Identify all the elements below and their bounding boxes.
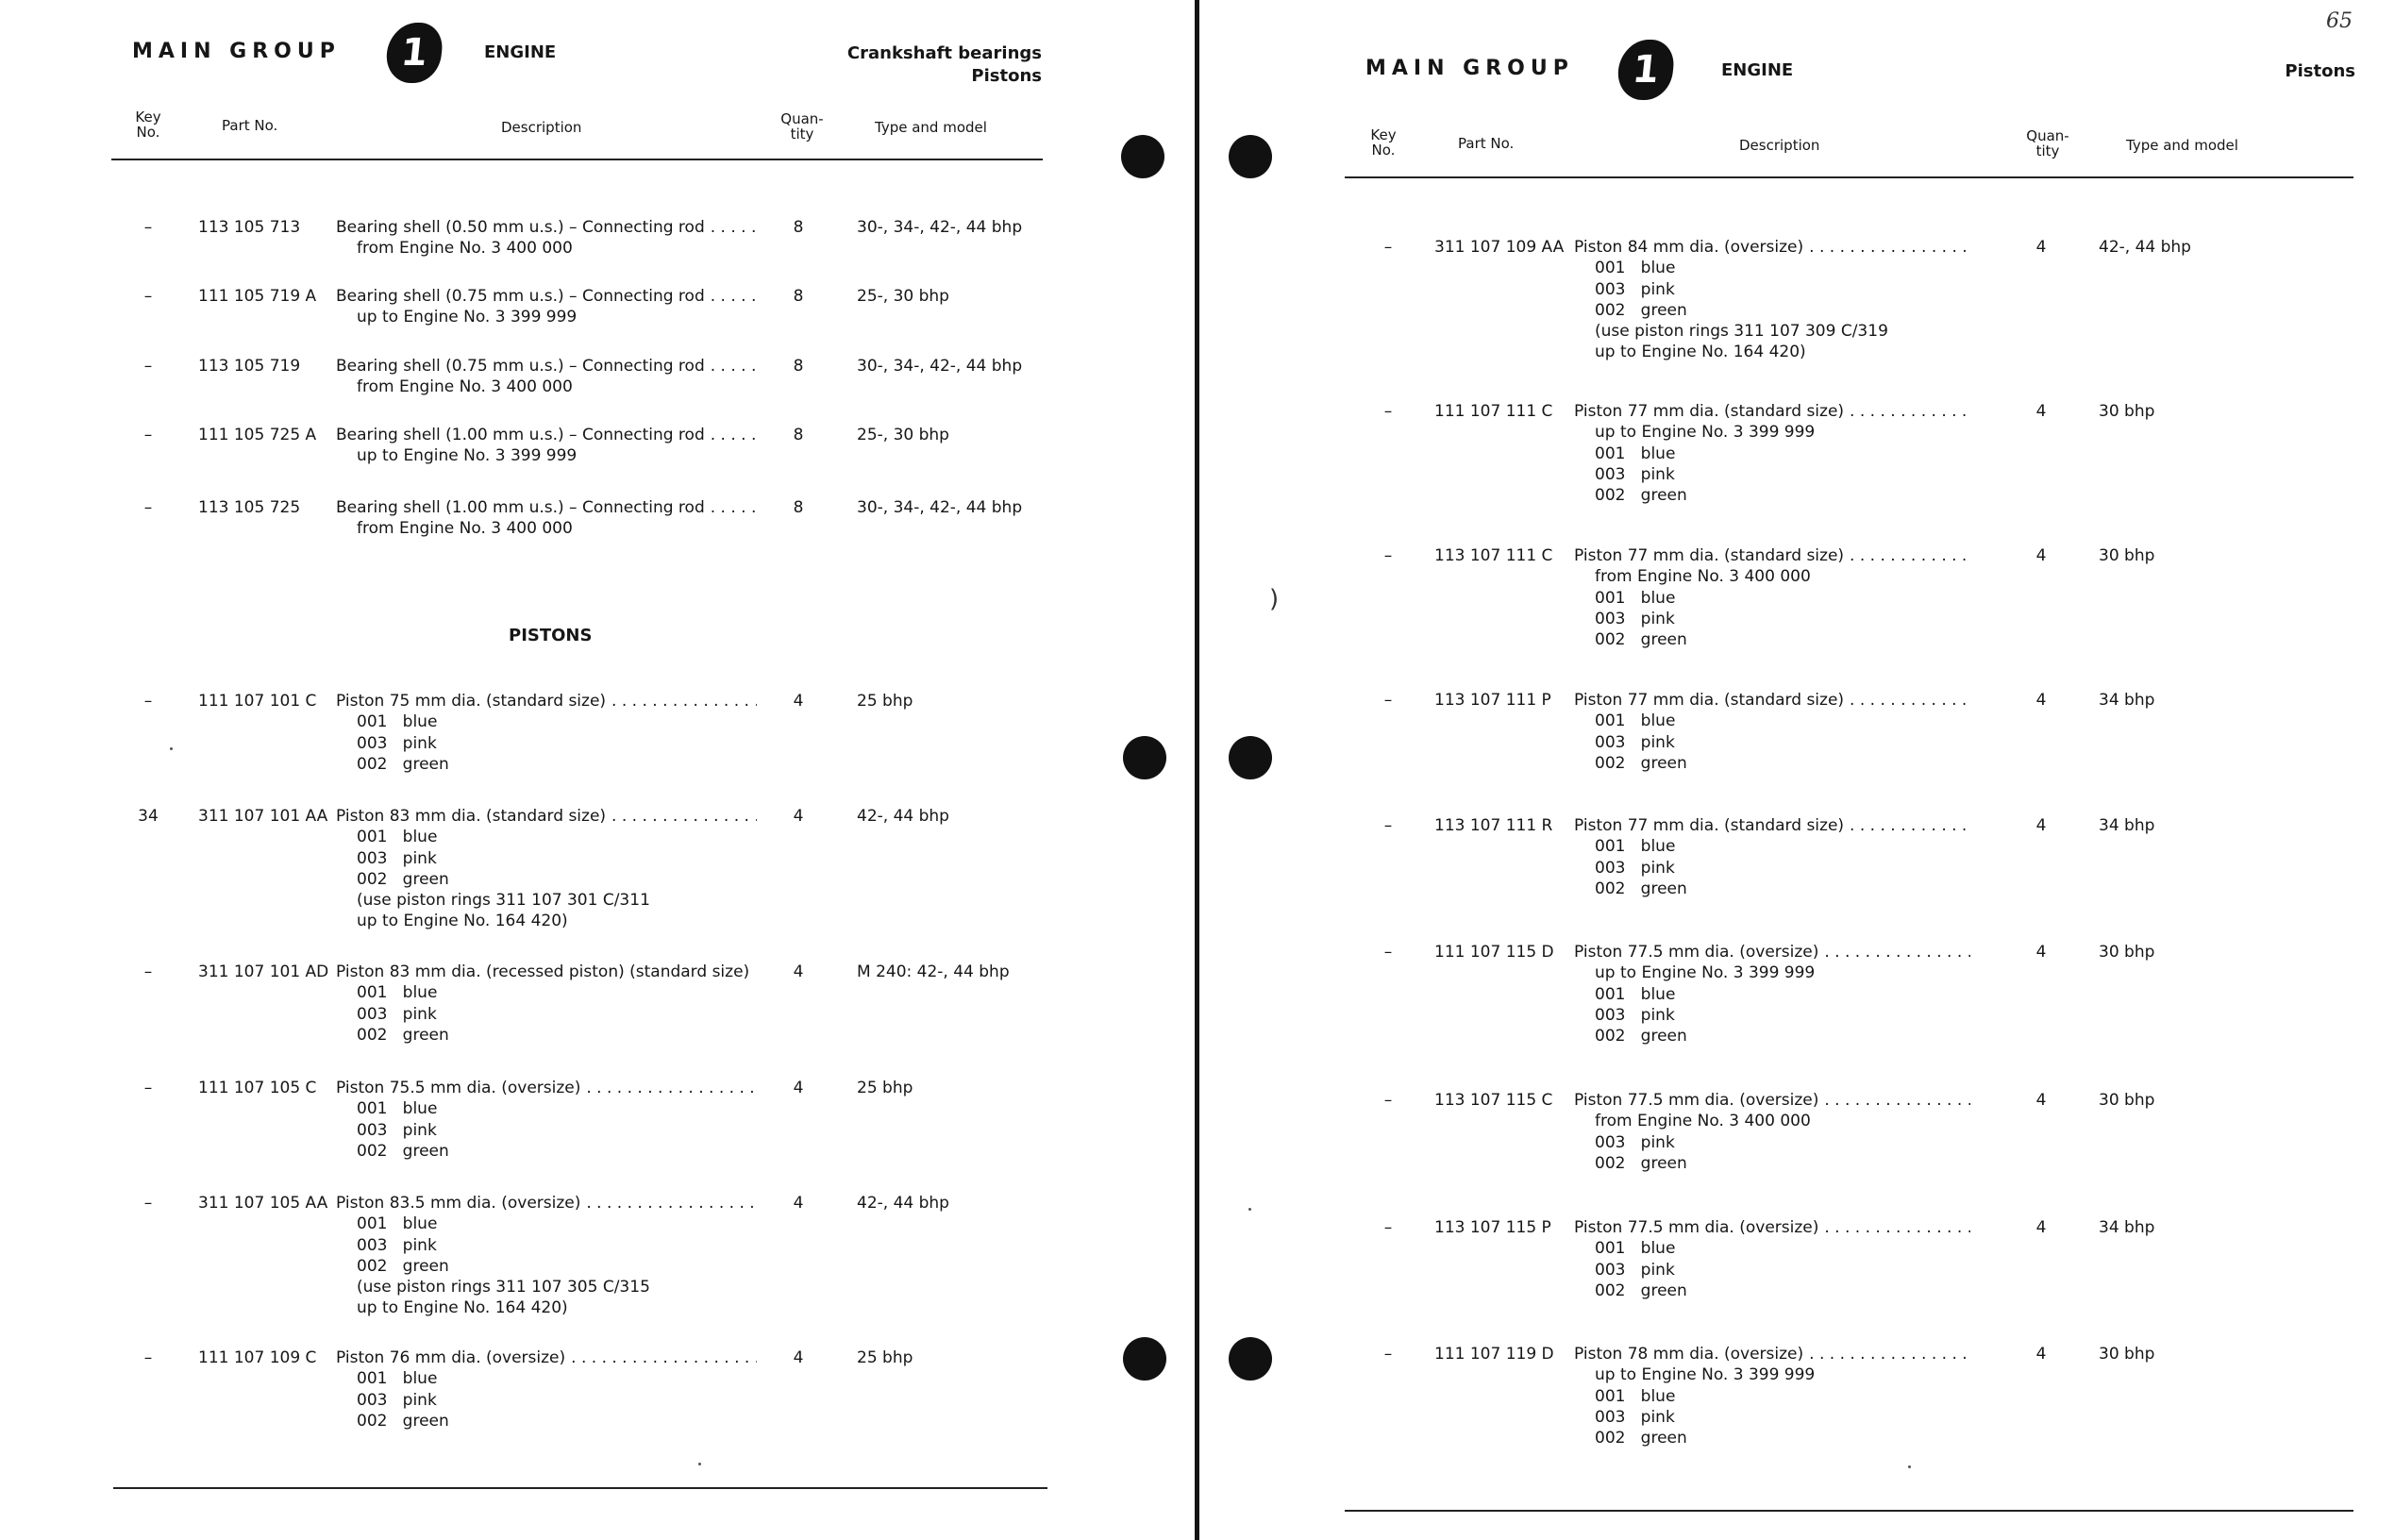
scan-speck (698, 1463, 701, 1465)
quantity: 4 (793, 962, 804, 981)
description-subline: 001 blue (357, 828, 438, 847)
key-number: – (1383, 691, 1393, 710)
col-key-line: No. (136, 124, 160, 141)
quantity: 4 (2035, 402, 2047, 421)
quantity: 8 (793, 218, 804, 237)
type-and-model: 30-, 34-, 42-, 44 bhp (857, 218, 1023, 237)
description-subline: 001 blue (1595, 711, 1676, 731)
quantity: 4 (2035, 1218, 2047, 1237)
quantity: 8 (793, 426, 804, 444)
description (1574, 1344, 1970, 1448)
footer-rule (1345, 1510, 2353, 1512)
description-text: Piston 83.5 mm dia. (oversize) (336, 1194, 581, 1213)
type-and-model: 25-, 30 bhp (857, 426, 949, 444)
description-subline: 001 blue (1595, 1386, 1676, 1406)
dot-leader (711, 286, 757, 307)
part-number: 311 107 105 AA (198, 1194, 328, 1213)
description-subline: 001 blue (1595, 984, 1676, 1004)
key-number: – (1383, 402, 1393, 421)
description (1574, 942, 1970, 1046)
description-subline: 001 blue (1595, 444, 1676, 463)
description-subline: 002 green (1595, 1153, 1687, 1173)
description-subline: 003 pink (357, 1235, 437, 1255)
description-subline: from Engine No. 3 400 000 (1595, 1112, 1811, 1131)
description-subline: 003 pink (1595, 279, 1675, 299)
part-number: 113 107 111 R (1434, 816, 1553, 835)
type-and-model: 34 bhp (2099, 1218, 2155, 1237)
description-subline: 002 green (1595, 879, 1687, 898)
description (336, 497, 757, 540)
key-number: 34 (138, 807, 159, 826)
description-subline: 002 green (1595, 753, 1687, 773)
scan-speck (170, 747, 173, 750)
type-and-model: 42-, 44 bhp (857, 1194, 949, 1213)
description (1574, 545, 1970, 650)
type-and-model: M 240: 42-, 44 bhp (857, 962, 1010, 981)
subject-title (2285, 60, 2355, 83)
key-number: – (143, 287, 153, 306)
col-qty-line: tity (2035, 142, 2060, 159)
description-subline: 003 pink (1595, 609, 1675, 628)
dot-leader (1824, 1217, 1970, 1238)
description-subline: 002 green (357, 1256, 449, 1276)
description-subline: up to Engine No. 3 399 999 (1595, 963, 1816, 983)
description-subline: (use piston rings 311 107 301 C/311 (357, 891, 650, 911)
section-title: ENGINE (1721, 60, 1794, 80)
col-qty-line: Quan- (780, 110, 824, 127)
col-key-header (134, 109, 162, 140)
part-number: 111 107 109 C (198, 1348, 317, 1367)
page-gutter (1195, 0, 1199, 1540)
quantity: 4 (2035, 943, 2047, 962)
main-group-title: MAIN GROUP (132, 40, 341, 63)
part-number: 311 107 109 AA (1434, 238, 1565, 257)
part-number: 111 107 119 D (1434, 1345, 1554, 1364)
col-description-header: Description (1739, 137, 1820, 154)
part-number: 111 107 105 C (198, 1079, 317, 1097)
description-text: Piston 77 mm dia. (standard size) (1574, 546, 1845, 565)
part-number: 111 107 115 D (1434, 943, 1554, 962)
description-text: Piston 76 mm dia. (oversize) (336, 1348, 566, 1367)
binder-hole (1123, 736, 1166, 779)
type-and-model: 42-, 44 bhp (2099, 238, 2191, 257)
key-number: – (1383, 546, 1393, 565)
description-subline: 003 pink (357, 848, 437, 868)
description-text: Piston 75 mm dia. (standard size) (336, 692, 607, 711)
col-description-header: Description (501, 119, 582, 136)
description (1574, 815, 1970, 899)
col-key-line: No. (1371, 142, 1396, 159)
description-subline: 002 green (1595, 1027, 1687, 1046)
section-heading-pistons: PISTONS (509, 626, 593, 645)
description (336, 425, 757, 467)
subject-title (847, 42, 1042, 88)
type-and-model: 30 bhp (2099, 546, 2155, 565)
description-text: Piston 83 mm dia. (recessed piston) (standard size) (336, 962, 750, 981)
description-text: Bearing shell (1.00 mm u.s.) – Connecting rod (336, 498, 705, 517)
description-text: Piston 77.5 mm dia. (oversize) (1574, 1091, 1819, 1110)
description-text: Piston 84 mm dia. (oversize) (1574, 238, 1804, 257)
description-subline: 003 pink (1595, 1005, 1675, 1025)
part-number: 113 107 115 C (1434, 1091, 1553, 1110)
key-number: – (143, 498, 153, 517)
type-and-model: 30 bhp (2099, 402, 2155, 421)
description (336, 217, 757, 259)
description-text: Bearing shell (0.75 mm u.s.) – Connecting rod (336, 357, 705, 376)
key-number: – (1383, 943, 1393, 962)
part-number: 113 105 713 (198, 218, 301, 237)
description-subline: 002 green (357, 869, 449, 889)
description (1574, 237, 1970, 363)
description-subline: (use piston rings 311 107 305 C/315 (357, 1278, 650, 1297)
part-number: 113 107 115 P (1434, 1218, 1551, 1237)
description-subline: 003 pink (357, 1120, 437, 1140)
main-group-title: MAIN GROUP (1365, 57, 1574, 80)
col-type-header: Type and model (2126, 137, 2238, 154)
type-and-model: 25 bhp (857, 1348, 913, 1367)
description-subline: 002 green (1595, 300, 1687, 320)
description-subline: 001 blue (357, 1369, 438, 1389)
type-and-model: 34 bhp (2099, 691, 2155, 710)
subject-line: Pistons (2285, 61, 2355, 81)
type-and-model: 25 bhp (857, 692, 913, 711)
type-and-model: 25-, 30 bhp (857, 287, 949, 306)
type-and-model: 30 bhp (2099, 1345, 2155, 1364)
dot-leader (711, 497, 757, 518)
description-subline: (use piston rings 311 107 309 C/319 (1595, 322, 1888, 342)
description-text: Piston 77 mm dia. (standard size) (1574, 402, 1845, 421)
description-subline: 002 green (1595, 486, 1687, 506)
description (1574, 401, 1970, 506)
description (336, 1078, 757, 1162)
description-subline: 003 pink (357, 1004, 437, 1024)
key-number: – (143, 426, 153, 444)
col-part-header: Part No. (222, 117, 278, 134)
description-subline: 001 blue (357, 712, 438, 732)
key-number: – (1383, 1345, 1393, 1364)
type-and-model: 30-, 34-, 42-, 44 bhp (857, 357, 1023, 376)
quantity: 4 (793, 692, 804, 711)
description-text: Bearing shell (0.50 mm u.s.) – Connecting rod (336, 218, 705, 237)
type-and-model: 42-, 44 bhp (857, 807, 949, 826)
col-quantity-header (776, 111, 829, 142)
dot-leader (571, 1348, 757, 1368)
description-subline: 001 blue (1595, 1239, 1676, 1259)
description (336, 691, 757, 775)
handwritten-page-number: 65 (2326, 9, 2353, 33)
dot-leader (1850, 545, 1970, 566)
dot-leader (1850, 815, 1970, 836)
description-subline: 003 pink (1595, 1407, 1675, 1427)
description-text: Piston 77.5 mm dia. (oversize) (1574, 1218, 1819, 1237)
dot-leader (1824, 1090, 1970, 1111)
col-key-line: Key (1370, 126, 1397, 143)
description-subline: 001 blue (1595, 588, 1676, 608)
col-qty-line: tity (790, 126, 814, 142)
description-subline: 003 pink (357, 1390, 437, 1410)
dot-leader (586, 1193, 757, 1214)
scan-mark: ) (1269, 585, 1280, 613)
description-subline: 001 blue (357, 1099, 438, 1119)
key-number: – (143, 692, 153, 711)
description-subline: up to Engine No. 164 420) (357, 1298, 568, 1318)
part-number: 113 105 725 (198, 498, 301, 517)
description (336, 356, 757, 398)
key-number: – (1383, 238, 1393, 257)
key-number: – (143, 218, 153, 237)
description-subline: 001 blue (357, 983, 438, 1003)
group-number-badge: 1 (1616, 40, 1677, 100)
col-type-header: Type and model (875, 119, 987, 136)
part-number: 113 107 111 C (1434, 546, 1553, 565)
dot-leader (611, 806, 757, 827)
type-and-model: 30 bhp (2099, 1091, 2155, 1110)
right-catalog-page (1201, 0, 2395, 1540)
description-subline: 003 pink (1595, 464, 1675, 484)
scan-speck (1248, 1208, 1251, 1211)
description-subline: 002 green (357, 754, 449, 774)
type-and-model: 34 bhp (2099, 816, 2155, 835)
col-quantity-header (2021, 128, 2074, 159)
dot-leader (711, 356, 757, 377)
dot-leader (611, 691, 757, 711)
key-number: – (1383, 1218, 1393, 1237)
description-subline: 003 pink (1595, 1132, 1675, 1152)
group-number-badge: 1 (384, 23, 445, 83)
part-number: 111 105 719 A (198, 287, 317, 306)
description-subline: from Engine No. 3 400 000 (357, 519, 573, 539)
description-text: Piston 77.5 mm dia. (oversize) (1574, 943, 1819, 962)
col-part-header: Part No. (1458, 135, 1515, 152)
footer-rule (113, 1487, 1047, 1489)
type-and-model: 25 bhp (857, 1079, 913, 1097)
description-text: Piston 75.5 mm dia. (oversize) (336, 1079, 581, 1097)
dot-leader (1850, 401, 1970, 422)
part-number: 311 107 101 AD (198, 962, 329, 981)
section-title: ENGINE (484, 42, 557, 62)
binder-hole (1121, 135, 1164, 178)
description-text: Bearing shell (0.75 mm u.s.) – Connecting rod (336, 287, 705, 306)
description-text: Piston 77 mm dia. (standard size) (1574, 691, 1845, 710)
description-subline: up to Engine No. 164 420) (357, 912, 568, 931)
binder-hole (1123, 1337, 1166, 1381)
description-subline: 003 pink (1595, 732, 1675, 752)
subject-line: Pistons (971, 66, 1042, 86)
description-subline: 001 blue (357, 1214, 438, 1234)
description-subline: from Engine No. 3 400 000 (357, 377, 573, 397)
quantity: 4 (2035, 238, 2047, 257)
description-subline: up to Engine No. 3 399 999 (357, 446, 578, 466)
description (336, 1348, 757, 1431)
scan-speck (1908, 1465, 1911, 1468)
description (336, 962, 757, 1046)
description-subline: from Engine No. 3 400 000 (357, 239, 573, 259)
description-subline: 002 green (1595, 1429, 1687, 1448)
description (1574, 690, 1970, 774)
quantity: 8 (793, 498, 804, 517)
dot-leader (1809, 237, 1970, 258)
key-number: – (143, 1079, 153, 1097)
quantity: 4 (793, 807, 804, 826)
key-number: – (143, 1348, 153, 1367)
dot-leader (711, 217, 757, 238)
description-subline: 002 green (357, 1411, 449, 1431)
quantity: 8 (793, 357, 804, 376)
col-qty-line: Quan- (2026, 127, 2069, 144)
quantity: 4 (2035, 691, 2047, 710)
description-subline: 001 blue (1595, 259, 1676, 278)
description-subline: 001 blue (1595, 837, 1676, 857)
part-number: 111 107 111 C (1434, 402, 1553, 421)
description-subline: 002 green (1595, 1281, 1687, 1300)
quantity: 4 (793, 1079, 804, 1097)
description (1574, 1217, 1970, 1301)
quantity: 4 (793, 1194, 804, 1213)
description (336, 806, 757, 932)
part-number: 113 105 719 (198, 357, 301, 376)
description-subline: 002 green (357, 1025, 449, 1045)
description (336, 1193, 757, 1319)
key-number: – (1383, 1091, 1393, 1110)
dot-leader (711, 425, 757, 445)
description-subline: up to Engine No. 3 399 999 (1595, 1365, 1816, 1385)
quantity: 4 (793, 1348, 804, 1367)
col-key-line: Key (135, 109, 161, 126)
part-number: 113 107 111 P (1434, 691, 1551, 710)
description-text: Bearing shell (1.00 mm u.s.) – Connecting rod (336, 426, 705, 444)
description-subline: up to Engine No. 3 399 999 (1595, 423, 1816, 443)
col-key-header (1369, 127, 1398, 158)
part-number: 311 107 101 AA (198, 807, 328, 826)
key-number: – (1383, 816, 1393, 835)
description-text: Piston 77 mm dia. (standard size) (1574, 816, 1845, 835)
key-number: – (143, 1194, 153, 1213)
left-catalog-page (0, 0, 1197, 1540)
description-subline: up to Engine No. 164 420) (1595, 343, 1806, 362)
subject-line: Crankshaft bearings (846, 43, 1042, 63)
header-rule (111, 159, 1043, 160)
dot-leader (1809, 1344, 1970, 1364)
quantity: 4 (2035, 546, 2047, 565)
description-subline: 003 pink (1595, 858, 1675, 878)
quantity: 8 (793, 287, 804, 306)
description-subline: up to Engine No. 3 399 999 (357, 308, 578, 327)
description (336, 286, 757, 328)
description-subline: 002 green (357, 1141, 449, 1161)
header-rule (1345, 176, 2353, 178)
quantity: 4 (2035, 1345, 2047, 1364)
quantity: 4 (2035, 816, 2047, 835)
part-number: 111 107 101 C (198, 692, 317, 711)
type-and-model: 30 bhp (2099, 943, 2155, 962)
part-number: 111 105 725 A (198, 426, 317, 444)
key-number: – (143, 962, 153, 981)
quantity: 4 (2035, 1091, 2047, 1110)
description-text: Piston 78 mm dia. (oversize) (1574, 1345, 1804, 1364)
description (1574, 1090, 1970, 1174)
dot-leader (1850, 690, 1970, 711)
description-subline: 003 pink (357, 733, 437, 753)
dot-leader (586, 1078, 757, 1098)
description-text: Piston 83 mm dia. (standard size) (336, 807, 607, 826)
description-subline: from Engine No. 3 400 000 (1595, 567, 1811, 587)
type-and-model: 30-, 34-, 42-, 44 bhp (857, 498, 1023, 517)
key-number: – (143, 357, 153, 376)
dot-leader (1824, 942, 1970, 962)
description-subline: 002 green (1595, 630, 1687, 650)
description-subline: 003 pink (1595, 1260, 1675, 1280)
